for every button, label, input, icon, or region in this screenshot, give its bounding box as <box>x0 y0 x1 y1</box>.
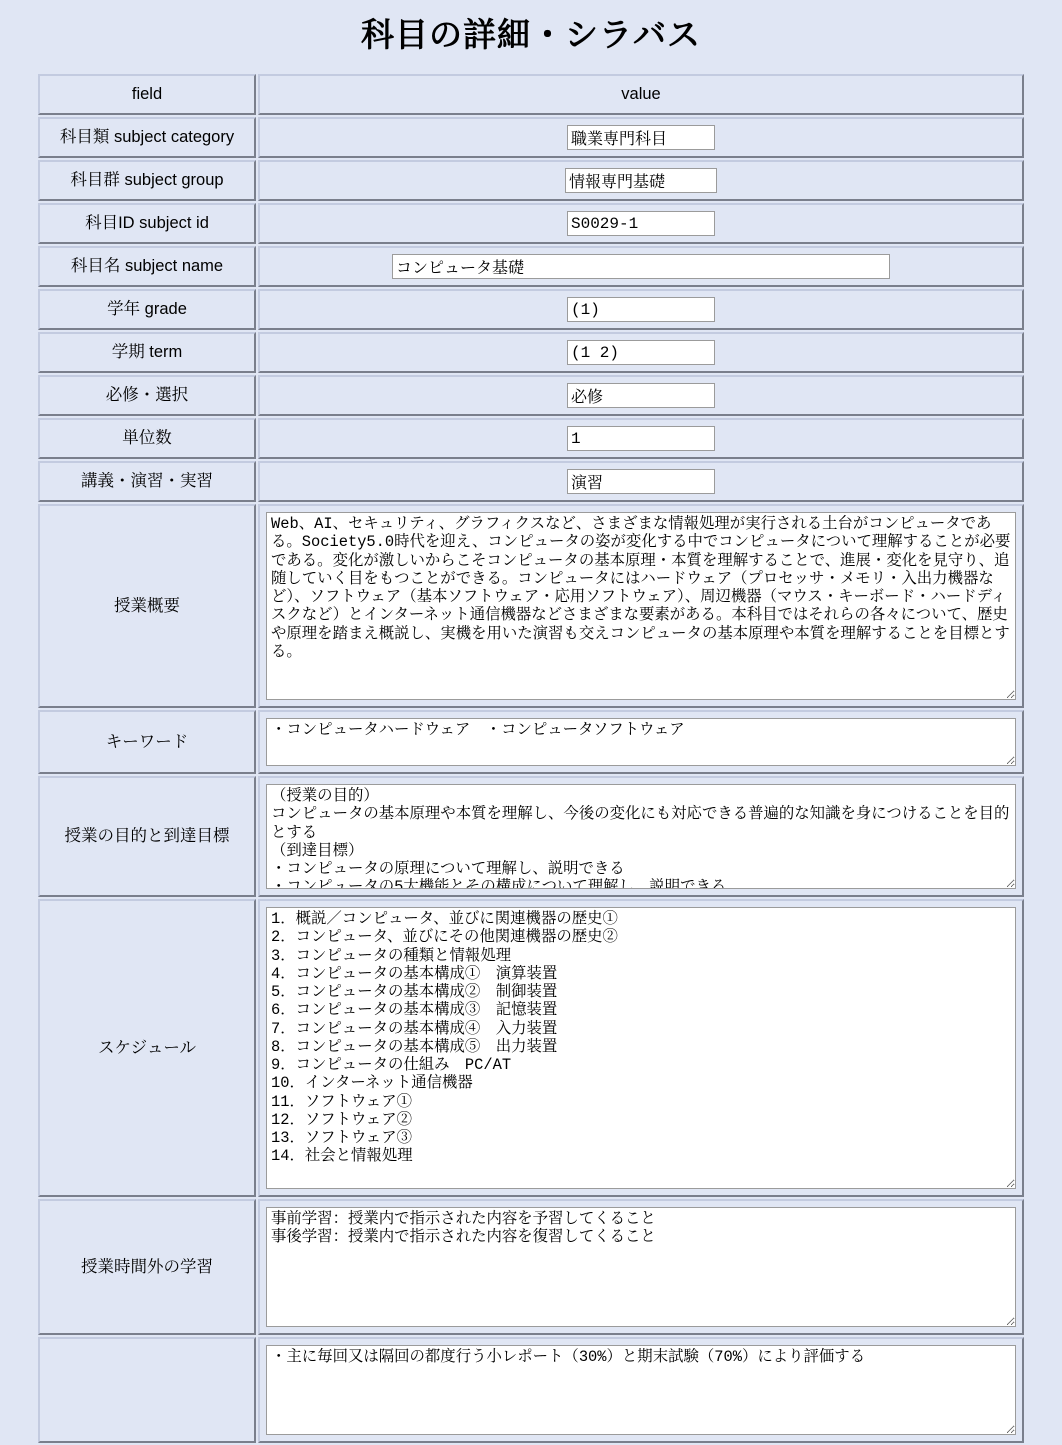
row-label-objectives: 授業の目的と到達目標 <box>38 776 256 897</box>
row-label-subject-group: 科目群 subject group <box>38 160 256 201</box>
table-row <box>38 246 1024 287</box>
page-title: 科目の詳細・シラバス <box>361 16 701 53</box>
row-value-outside-study <box>258 1199 1024 1335</box>
table-row <box>38 289 1024 330</box>
subject-category-input[interactable] <box>567 125 715 150</box>
subject-id-input[interactable] <box>567 211 715 236</box>
row-value-evaluation <box>258 1337 1024 1443</box>
row-value-schedule <box>258 899 1024 1197</box>
table-row <box>38 117 1024 158</box>
table-row <box>38 203 1024 244</box>
row-label-evaluation <box>38 1337 256 1443</box>
syllabus-table <box>36 72 1026 1445</box>
grade-input[interactable] <box>567 297 715 322</box>
syllabus-table-body <box>38 74 1024 1443</box>
evaluation-textarea[interactable] <box>266 1345 1016 1435</box>
outside-study-textarea[interactable] <box>266 1207 1016 1327</box>
table-row <box>38 776 1024 897</box>
required-elective-input[interactable] <box>567 383 715 408</box>
row-label-required-elective: 必修・選択 <box>38 375 256 416</box>
column-header-field: field <box>38 74 256 115</box>
table-row <box>38 332 1024 373</box>
table-row <box>38 418 1024 459</box>
objectives-textarea[interactable] <box>266 784 1016 889</box>
row-value-course-outline <box>258 504 1024 708</box>
table-row <box>38 899 1024 1197</box>
row-label-class-format: 講義・演習・実習 <box>38 461 256 502</box>
table-row <box>38 710 1024 774</box>
row-value-grade <box>258 289 1024 330</box>
row-label-keywords: キーワード <box>38 710 256 774</box>
row-label-subject-id: 科目ID subject id <box>38 203 256 244</box>
class-format-input[interactable] <box>567 469 715 494</box>
row-label-course-outline: 授業概要 <box>38 504 256 708</box>
row-value-subject-category <box>258 117 1024 158</box>
table-row <box>38 1337 1024 1443</box>
subject-group-input[interactable] <box>565 168 717 193</box>
course-outline-textarea[interactable] <box>266 512 1016 700</box>
row-label-credits: 単位数 <box>38 418 256 459</box>
credits-input[interactable] <box>567 426 715 451</box>
table-row <box>38 461 1024 502</box>
row-label-term: 学期 term <box>38 332 256 373</box>
row-value-term <box>258 332 1024 373</box>
row-value-objectives <box>258 776 1024 897</box>
table-row <box>38 160 1024 201</box>
schedule-textarea[interactable] <box>266 907 1016 1189</box>
table-header-row <box>38 74 1024 115</box>
row-value-subject-name <box>258 246 1024 287</box>
row-label-outside-study: 授業時間外の学習 <box>38 1199 256 1335</box>
term-input[interactable] <box>567 340 715 365</box>
column-header-value: value <box>258 74 1024 115</box>
row-value-subject-id <box>258 203 1024 244</box>
table-row <box>38 504 1024 708</box>
row-value-credits <box>258 418 1024 459</box>
row-value-required-elective <box>258 375 1024 416</box>
row-label-subject-name: 科目名 subject name <box>38 246 256 287</box>
row-label-subject-category: 科目類 subject category <box>38 117 256 158</box>
row-value-class-format <box>258 461 1024 502</box>
keywords-textarea[interactable] <box>266 718 1016 766</box>
row-value-keywords <box>258 710 1024 774</box>
row-value-subject-group <box>258 160 1024 201</box>
row-label-grade: 学年 grade <box>38 289 256 330</box>
table-row <box>38 1199 1024 1335</box>
table-row <box>38 375 1024 416</box>
subject-name-input[interactable] <box>392 254 890 279</box>
row-label-schedule: スケジュール <box>38 899 256 1197</box>
